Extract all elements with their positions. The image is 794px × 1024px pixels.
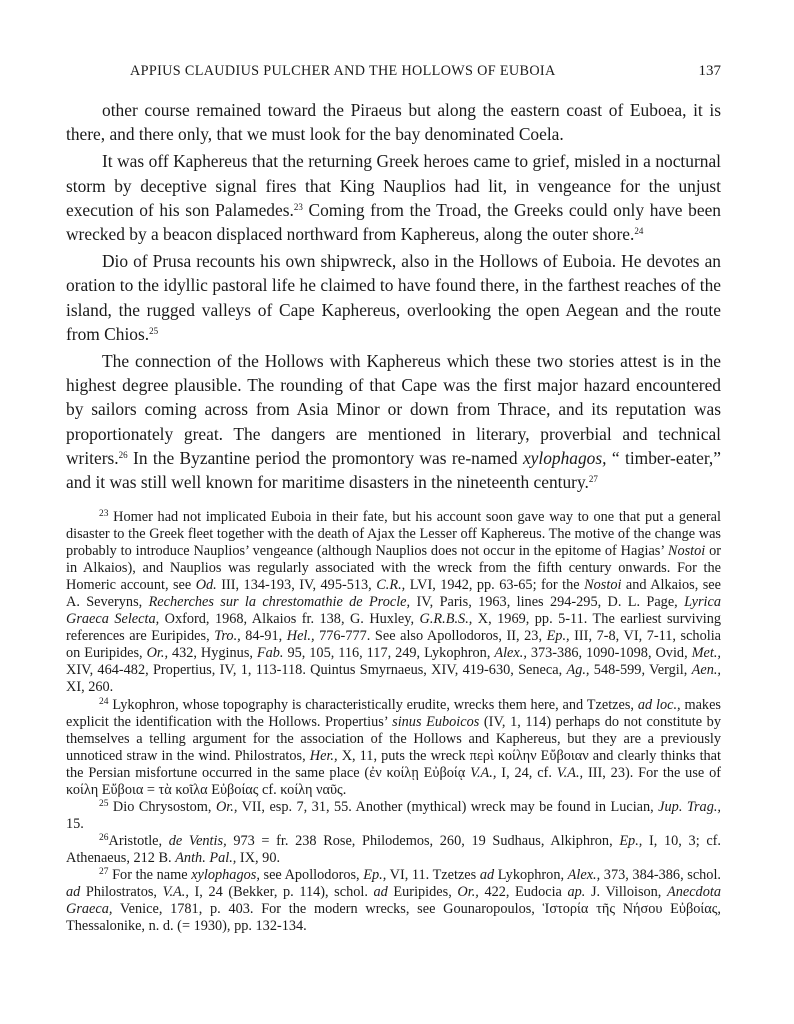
paragraph-connection: The connection of the Hollows with Kaphereus which these two stories attest is in the highest degree plausible. The rounding of that Cape was the first major hazard encountered by sailors coming across from Asia Minor or down from Thrace, and its reputation was proportionately great. The dangers are mentioned in literary, proverbial and technical writers.$^{26}$ In the Byzantine period the promontory was re-named xylophagos, “ timber-eater,” and it was still well known for maritime disasters in the nineteenth century.$^{27}$	[66, 351, 721, 493]
footnote-26: $^{26}$Aristotle, de Ventis, 973 = fr. 238 Rose, Philodemos, 260, 19 Sudhaus, Alkiphron, Ep., I, 10, 3; cf. Athenaeus, 212 B. Anth. Pal., IX, 90.	[66, 832, 721, 866]
paragraph-continued: other course remained toward the Piraeus but along the eastern coast of Euboea, it is there, and there only, that we must look for the bay denominated Coela.	[66, 100, 721, 145]
footnote-24: $^{24}$ Lykophron, whose topography is characteristically erudite, wrecks them here, and Tzetzes, ad loc., makes explicit the identification with the Hollows. Propertius’ sinus Euboicos (IV, 1, 114) perhaps do not constitute by themselves a telling argument for the association of the Hollows and Kaphereus, but they are a previously unnoticed straw in the wind. Philostratos, Her., X, 11, puts the wreck περὶ κοίλην Εὔβοιαν and clearly thinks that the Persian misfortune occurred in the same place (ἐν κοίλῃ Εὐβοίᾳ V.A., I, 24, cf. V.A., III, 23). For the use of κοίλη Εὔβοια = τὰ κοῖλα Εὐβοίας cf. κοίλη ναῦς.	[66, 696, 722, 798]
footnote-marker: 27	[588, 474, 598, 485]
footnote-23: $^{23}$ Homer had not implicated Euboia in their fate, but his account soon gave way to one that put a general disaster to the Greek fleet together with the death of Ajax the Lesser off Kaphereus. The motive of the change was probably to introduce Nauplios’ vengeance (although Nauplios does not occur in the epitome of Hagias’ Nostoi or in Alkaios), and Nauplios was regularly associated with the wreck from the fifth century onwards. For the Homeric account, see Od. III, 134-193, IV, 495-513, C.R., LVI, 1942, pp. 63-65; for the Nostoi and Alkaios, see A. Severyns, Recherches sur la chrestomathie de Procle, IV, Paris, 1963, lines 294-295, D. L. Page, Lyrica Graeca Selecta, Oxford, 1968, Alkaios fr. 138, G. Huxley, G.R.B.S., X, 1969, pp. 5-11. The earliest surviving references are Euripides, Tro., 84-91, Hel., 776-777. See also Apollodoros, II, 23, Ep., III, 7-8, VI, 7-11, scholia on Euripides, Or., 432, Hyginus, Fab. 95, 105, 116, 117, 249, Lykophron, Alex., 373-386, 1090-1098, Ovid, Met., XIV, 464-482, Propertius, IV, 1, 113-118. Quintus Smyrnaeus, XIV, 419-630, Seneca, Ag., 548-599, Vergil, Aen., XI, 260.	[66, 509, 722, 696]
running-title: APPIUS CLAUDIUS PULCHER AND THE HOLLOWS OF EUBOIA	[130, 63, 556, 79]
footnote-number: 26	[99, 832, 109, 843]
paragraph-dio: Dio of Prusa recounts his own shipwreck, also in the Hollows of Euboia. He devotes an oration to the idyllic pastoral life he claimed to have found there, in the farthest reaches of the island, the rugged valleys of Cape Kaphereus, overlooking the open Aegean and the route from Chios.$^{25}$	[66, 251, 721, 344]
page-number: 137	[698, 63, 721, 79]
footnote-marker: 23	[293, 201, 303, 212]
footnote-marker: 24	[634, 226, 644, 237]
running-head	[66, 63, 721, 85]
footnote-marker: 25	[149, 325, 159, 336]
footnote-27: $^{27}$ For the name xylophagos, see Apollodoros, Ep., VI, 11. Tzetzes ad Lykophron, Alex., 373, 384-386, schol. ad Philostratos, V.A., I, 24 (Bekker, p. 114), schol. ad Euripides, Or., 422, Eudocia ap. J. Villoison, Anecdota Graeca, Venice, 1781, p. 403. For the modern wrecks, see Gounaropoulos, Ἱστορία τῆς Νήσου Εὐβοίας, Thessalonike, n. d. (= 1930), pp. 132-134.	[66, 866, 722, 935]
footnote-number: 23	[99, 509, 109, 519]
body-text	[66, 98, 721, 497]
footnote-25: $^{25}$ Dio Chrysostom, Or., VII, esp. 7, 31, 55. Another (mythical) wreck may be found in Lucian, Jup. Trag., 15.	[66, 798, 721, 832]
paragraph-kaphereus: It was off Kaphereus that the returning Greek heroes came to grief, misled in a nocturnal storm by deceptive signal fires that King Nauplios had lit, in vengeance for the unjust execution of his son Palamedes.$^{23}$ Coming from the Troad, the Greeks could only have been wrecked by a beacon displaced northward from Kaphereus, along the outer shore.$^{24}$	[66, 151, 721, 245]
footnotes	[66, 509, 721, 935]
footnote-marker: 26	[118, 449, 128, 460]
footnote-number: 27	[99, 866, 109, 877]
footnote-number: 24	[99, 696, 109, 707]
footnote-number: 25	[99, 798, 109, 809]
